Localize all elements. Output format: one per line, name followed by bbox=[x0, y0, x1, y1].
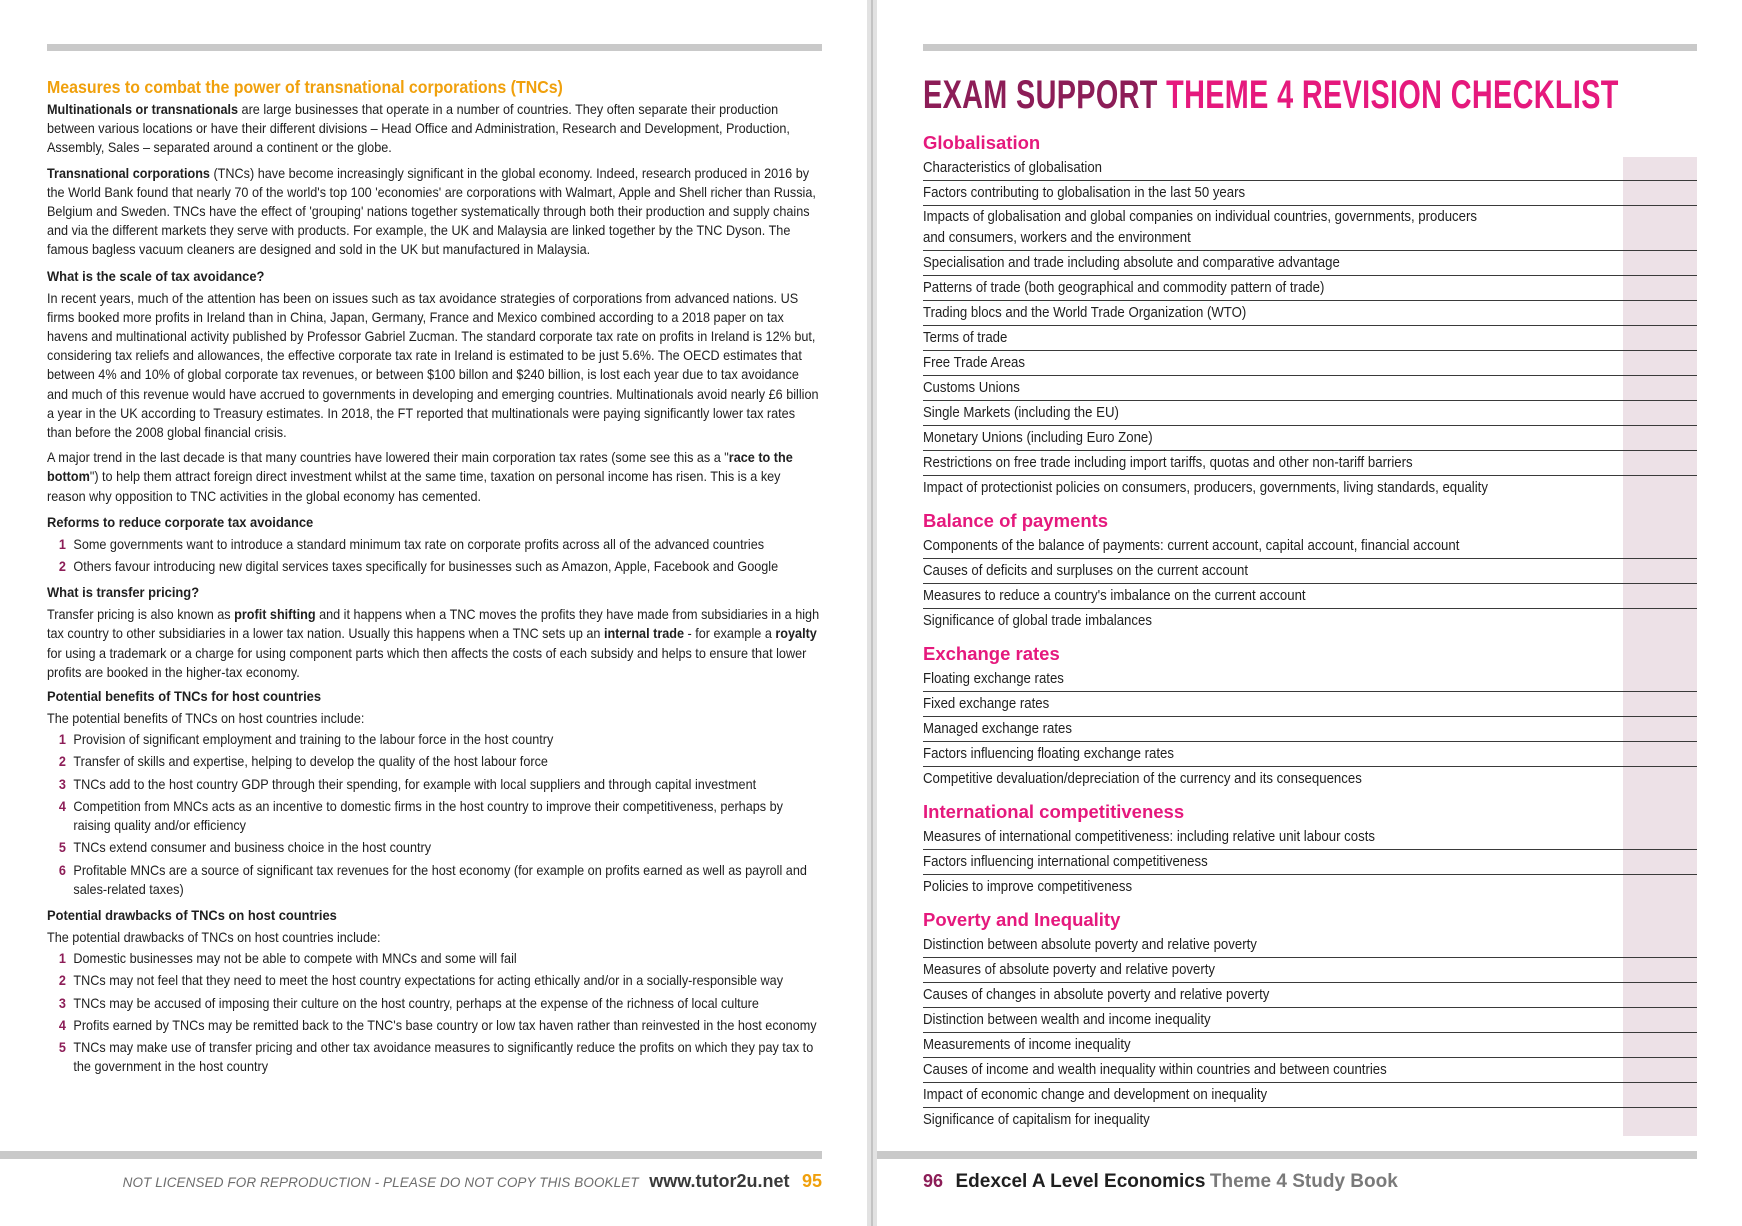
benefits-list bbox=[47, 730, 822, 899]
list-number: 2 bbox=[58, 972, 66, 989]
book-subtitle: Theme 4 Study Book bbox=[1209, 1171, 1398, 1192]
checklist-row bbox=[923, 742, 1697, 767]
top-rule bbox=[47, 44, 822, 51]
checklist-row bbox=[923, 451, 1697, 476]
paragraph-drawbacks-intro: The potential drawbacks of TNCs on host countries include: bbox=[47, 928, 381, 945]
checklist-row bbox=[923, 326, 1697, 351]
list-number: 6 bbox=[58, 861, 66, 878]
list-number: 3 bbox=[58, 775, 66, 792]
paragraph-text: Transfer pricing is also known as bbox=[47, 606, 235, 623]
list-item bbox=[47, 861, 822, 899]
checklist-item-text: Fixed exchange rates bbox=[923, 695, 1050, 712]
checklist-item-text: Competitive devaluation/depreciation of the currency and its consequences bbox=[923, 770, 1362, 787]
list-text: Some governments want to introduce a standard minimum tax rate on corporate profits across all of the advanced countries bbox=[73, 535, 765, 552]
paragraph-transfer-pricing bbox=[47, 605, 822, 682]
checklist-item-text: Factors influencing floating exchange rates bbox=[923, 745, 1174, 762]
checklist-item-text: Measurements of income inequality bbox=[923, 1036, 1131, 1053]
list-text: Profitable MNCs are a source of significant tax revenues for the host economy (for example on profits earned as well as payroll and sales-related taxes) bbox=[73, 861, 807, 897]
checklist-item-text: Impact of economic change and development on inequality bbox=[923, 1086, 1268, 1103]
checklist-item-text: Causes of income and wealth inequality within countries and between countries bbox=[923, 1061, 1387, 1078]
title-part-theme: THEME 4 REVISION CHECKLIST bbox=[1166, 73, 1619, 117]
checklist-row bbox=[923, 958, 1697, 983]
checklist-row bbox=[923, 1058, 1697, 1083]
paragraph-major-trend bbox=[47, 448, 822, 506]
list-item bbox=[47, 775, 822, 794]
checklist-row bbox=[923, 301, 1697, 326]
article-title: Measures to combat the power of transnational corporations (TNCs) bbox=[47, 77, 563, 97]
list-text: TNCs may not feel that they need to meet the host country expectations for acting ethically and/or in a socially-responsible way bbox=[73, 972, 784, 989]
list-item bbox=[47, 838, 822, 857]
checklist-item-text: Components of the balance of payments: current account, capital account, financial account bbox=[923, 537, 1460, 554]
page-gutter bbox=[867, 0, 877, 1226]
article bbox=[47, 76, 822, 1082]
paragraph-text: are large businesses that operate in a number of countries. They often separate their production between various locations or have their different divisions – Head Office and Administration, Research and Development, Production, Assembly, Sales – separated around a continent or the globe. bbox=[47, 101, 790, 156]
list-item bbox=[47, 557, 822, 576]
paragraph-text: for using a trademark or a charge for using component parts which then affects the costs of each subsidy and helps to ensure that lower profits are booked in the higher-tax economy. bbox=[47, 644, 807, 680]
bold-term: internal trade bbox=[603, 625, 685, 642]
left-footer bbox=[123, 1168, 822, 1194]
list-item bbox=[47, 994, 822, 1013]
left-page bbox=[0, 0, 867, 1226]
list-item bbox=[47, 971, 822, 990]
list-text: Others favour introducing new digital services taxes specifically for businesses such as Amazon, Apple, Facebook and Google bbox=[73, 558, 779, 575]
list-text: TNCs may make use of transfer pricing and other tax avoidance measures to significantly reduce the profits on which they pay tax to the government in the host country bbox=[73, 1038, 814, 1075]
checklist-item-text: Measures to reduce a country's imbalance on the current account bbox=[923, 587, 1306, 604]
paragraph-text: ") to help them attract foreign direct investment whilst at the same time, taxation on personal income has risen. This is a key reason why opposition to TNC activities in the global economy has cemented. bbox=[47, 468, 781, 504]
checklist-item-text: Terms of trade bbox=[923, 329, 1008, 346]
paragraph-tax-avoidance: In recent years, much of the attention has been on issues such as tax avoidance strategies of corporations from advanced nations. US firms booked more profits in Ireland than in China, Japan, Germany, France and Mexico combined according to a 2018 paper on tax havens and multinational activity published by Professor Gabriel Zucman. The standard corporate tax rate on profits in Ireland is 12% but, considering tax reliefs and allowances, the effective corporate tax rate in Ireland is estimated to be just 5.6%. The OECD estimates that between 4% and 10% of global corporate tax revenues, or between $100 billon and $240 billion, is lost each year due to tax avoidance and much of this revenue would have accrued to governments in developing and emerging countries. Multinationals avoid nearly £6 billion a year in the UK according to Treasury estimates. In 2018, the FT reported that multinationals were paying significantly lower tax rates than before the 2008 global financial crisis. bbox=[47, 289, 819, 441]
checklist-row bbox=[923, 692, 1697, 717]
list-number: 2 bbox=[58, 753, 66, 770]
checklist-row bbox=[923, 983, 1697, 1008]
checklist-item-text: Free Trade Areas bbox=[923, 354, 1025, 371]
bold-term: profit shifting bbox=[234, 606, 316, 623]
paragraph-text: (TNCs) have become increasingly significant in the global economy. Indeed, research produced in 2016 by the World Bank found that nearly 70 of the world's top 100 'economies' are corporations with Walmart, Apple and Shell richer than Russia, Belgium and Sweden. TNCs have the effect of 'grouping' nations together systematically through both their production and supply chains and via the different markets they serve with products. For example, the UK and Malaysia are linked together by the TNC Dyson. The famous bagless vacuum cleaners are designed and sold in the UK but manufactured in Malaysia. bbox=[47, 164, 816, 258]
list-item bbox=[47, 535, 822, 554]
list-number: 1 bbox=[58, 950, 66, 967]
list-item bbox=[47, 1016, 822, 1035]
list-item bbox=[47, 1038, 822, 1076]
checklist-item-text: Significance of capitalism for inequality bbox=[923, 1111, 1150, 1128]
top-rule bbox=[923, 44, 1697, 51]
checklist-row bbox=[923, 401, 1697, 426]
checklist-title bbox=[923, 72, 1619, 118]
paragraph-text: and it happens when a TNC moves the profits they have made from subsidiaries in a high tax country to other subsidiaries in a lower tax nation. Usually this happens when a TNC sets up an bbox=[47, 606, 820, 642]
intro-paragraph-1 bbox=[47, 100, 822, 158]
website-link[interactable]: www.tutor2u.net bbox=[649, 1171, 790, 1191]
checklist-section-heading: Exchange rates bbox=[923, 643, 1060, 664]
checklist-row bbox=[923, 875, 1697, 899]
paragraph-benefits-intro: The potential benefits of TNCs on host countries include: bbox=[47, 710, 365, 727]
checklist-item-text: Policies to improve competitiveness bbox=[923, 878, 1133, 895]
checklist-item-text: Significance of global trade imbalances bbox=[923, 612, 1152, 629]
bottom-rule bbox=[877, 1151, 1697, 1159]
checklist-section-heading: Balance of payments bbox=[923, 510, 1109, 531]
checklist-item-text: Factors contributing to globalisation in the last 50 years bbox=[923, 184, 1246, 201]
checklist-row bbox=[923, 156, 1697, 181]
checklist-item-text: Causes of deficits and surpluses on the current account bbox=[923, 562, 1249, 579]
checklist-item-text: Distinction between absolute poverty and relative poverty bbox=[923, 936, 1257, 953]
revision-checklist bbox=[923, 131, 1697, 1132]
paragraph-text: A major trend in the last decade is that many countries have lowered their main corporation tax rates (some see this as a " bbox=[47, 449, 729, 466]
heading-tax-avoidance-scale: What is the scale of tax avoidance? bbox=[47, 268, 265, 285]
checklist-row bbox=[923, 351, 1697, 376]
bold-term: Transnational corporations bbox=[47, 164, 210, 181]
list-text: Transfer of skills and expertise, helping to develop the quality of the host labour force bbox=[73, 753, 548, 770]
checklist-row bbox=[923, 1033, 1697, 1058]
checklist-item-text: Managed exchange rates bbox=[923, 720, 1072, 737]
checklist-row bbox=[923, 251, 1697, 276]
list-text: Provision of significant employment and training to the labour force in the host country bbox=[73, 731, 554, 748]
checklist-item-text: Patterns of trade (both geographical and commodity pattern of trade) bbox=[923, 279, 1325, 296]
paragraph-text: - for example a bbox=[684, 625, 776, 642]
checklist-row bbox=[923, 825, 1697, 850]
checklist-row bbox=[923, 767, 1697, 791]
page-number: 95 bbox=[801, 1171, 822, 1191]
list-text: Competition from MNCs acts as an incentive to domestic firms in the host country to improve their competitiveness, perhaps by raising quality and/or efficiency bbox=[73, 797, 783, 834]
checklist-row bbox=[923, 426, 1697, 451]
checklist-item-text: Restrictions on free trade including import tariffs, quotas and other non-tariff barriers bbox=[923, 454, 1413, 471]
heading-drawbacks: Potential drawbacks of TNCs on host countries bbox=[47, 907, 337, 924]
checklist-row bbox=[923, 476, 1697, 500]
checklist-row bbox=[923, 181, 1697, 206]
checklist-item-text: Floating exchange rates bbox=[923, 670, 1064, 687]
list-number: 5 bbox=[58, 839, 66, 856]
checklist-row bbox=[923, 667, 1697, 692]
license-notice: NOT LICENSED FOR REPRODUCTION - PLEASE DO NOT COPY THIS BOOKLET bbox=[122, 1175, 639, 1190]
checklist-row bbox=[923, 1083, 1697, 1108]
checklist-section-heading: Globalisation bbox=[923, 132, 1041, 153]
right-footer bbox=[923, 1168, 1398, 1194]
checklist-row bbox=[923, 376, 1697, 401]
checklist-row bbox=[923, 1008, 1697, 1033]
checklist-item-text: Distinction between wealth and income inequality bbox=[923, 1011, 1211, 1028]
list-item bbox=[47, 730, 822, 749]
right-page bbox=[877, 0, 1742, 1226]
checklist-item-text: Specialisation and trade including absolute and comparative advantage bbox=[923, 254, 1340, 271]
bold-term: Multinationals or transnationals bbox=[47, 101, 239, 117]
checklist-row bbox=[923, 1108, 1697, 1132]
page-number: 96 bbox=[923, 1171, 944, 1191]
heading-benefits: Potential benefits of TNCs for host countries bbox=[47, 689, 322, 706]
checklist-row bbox=[923, 584, 1697, 609]
checklist-section-heading: International competitiveness bbox=[923, 801, 1185, 822]
checklist-row bbox=[923, 933, 1697, 958]
list-item bbox=[47, 797, 822, 835]
checklist-item-text: Monetary Unions (including Euro Zone) bbox=[923, 429, 1153, 446]
drawbacks-list bbox=[47, 949, 822, 1076]
bold-term: race to the bottom bbox=[47, 449, 793, 485]
checklist-item-text: Factors influencing international competitiveness bbox=[923, 853, 1208, 870]
checklist-row bbox=[923, 206, 1697, 251]
list-number: 1 bbox=[58, 731, 66, 748]
list-text: Domestic businesses may not be able to compete with MNCs and some will fail bbox=[73, 950, 517, 967]
list-item bbox=[47, 949, 822, 968]
heading-reforms: Reforms to reduce corporate tax avoidance bbox=[47, 514, 314, 531]
checklist-row bbox=[923, 534, 1697, 559]
checklist-item-text: Trading blocs and the World Trade Organization (WTO) bbox=[923, 304, 1247, 321]
checklist-item-text: Impact of protectionist policies on consumers, producers, governments, living standards, equality bbox=[923, 479, 1488, 496]
heading-transfer-pricing: What is transfer pricing? bbox=[47, 585, 200, 602]
checklist-item-text: Single Markets (including the EU) bbox=[923, 404, 1119, 421]
list-number: 5 bbox=[58, 1038, 66, 1055]
reforms-list bbox=[47, 535, 822, 576]
intro-paragraph-2 bbox=[47, 164, 822, 260]
bottom-rule bbox=[0, 1151, 822, 1159]
list-text: TNCs extend consumer and business choice in the host country bbox=[73, 839, 432, 856]
checklist-row bbox=[923, 850, 1697, 875]
list-number: 3 bbox=[58, 994, 66, 1011]
checklist-item-text: Measures of absolute poverty and relative poverty bbox=[923, 961, 1216, 978]
checklist-row bbox=[923, 559, 1697, 584]
list-number: 4 bbox=[58, 797, 66, 814]
list-number: 1 bbox=[58, 535, 66, 552]
list-text: TNCs may be accused of imposing their culture on the host country, perhaps at the expense of the richness of local culture bbox=[73, 994, 759, 1011]
title-part-exam-support: EXAM SUPPORT bbox=[923, 73, 1158, 117]
list-text: TNCs add to the host country GDP through their spending, for example with local suppliers and through capital investment bbox=[73, 775, 757, 792]
checklist-row bbox=[923, 276, 1697, 301]
checklist-item-text: Characteristics of globalisation bbox=[923, 159, 1103, 176]
list-number: 4 bbox=[58, 1016, 66, 1033]
checklist-item-text: Impacts of globalisation and global companies on individual countries, governments, producers and consumers, workers and the environment bbox=[923, 208, 1477, 246]
book-title: Edexcel A Level Economics bbox=[955, 1171, 1206, 1192]
checklist-item-text: Causes of changes in absolute poverty and relative poverty bbox=[923, 986, 1270, 1003]
list-text: Profits earned by TNCs may be remitted back to the TNC's base country or low tax haven rather than reinvested in the host economy bbox=[73, 1016, 817, 1033]
list-number: 2 bbox=[58, 558, 66, 575]
bold-term: royalty bbox=[775, 625, 817, 642]
checklist-item-text: Measures of international competitiveness: including relative unit labour costs bbox=[923, 828, 1375, 845]
list-item bbox=[47, 752, 822, 771]
checklist-section-heading: Poverty and Inequality bbox=[923, 909, 1121, 930]
checklist-item-text: Customs Unions bbox=[923, 379, 1020, 396]
checklist-row bbox=[923, 609, 1697, 633]
checklist-row bbox=[923, 717, 1697, 742]
